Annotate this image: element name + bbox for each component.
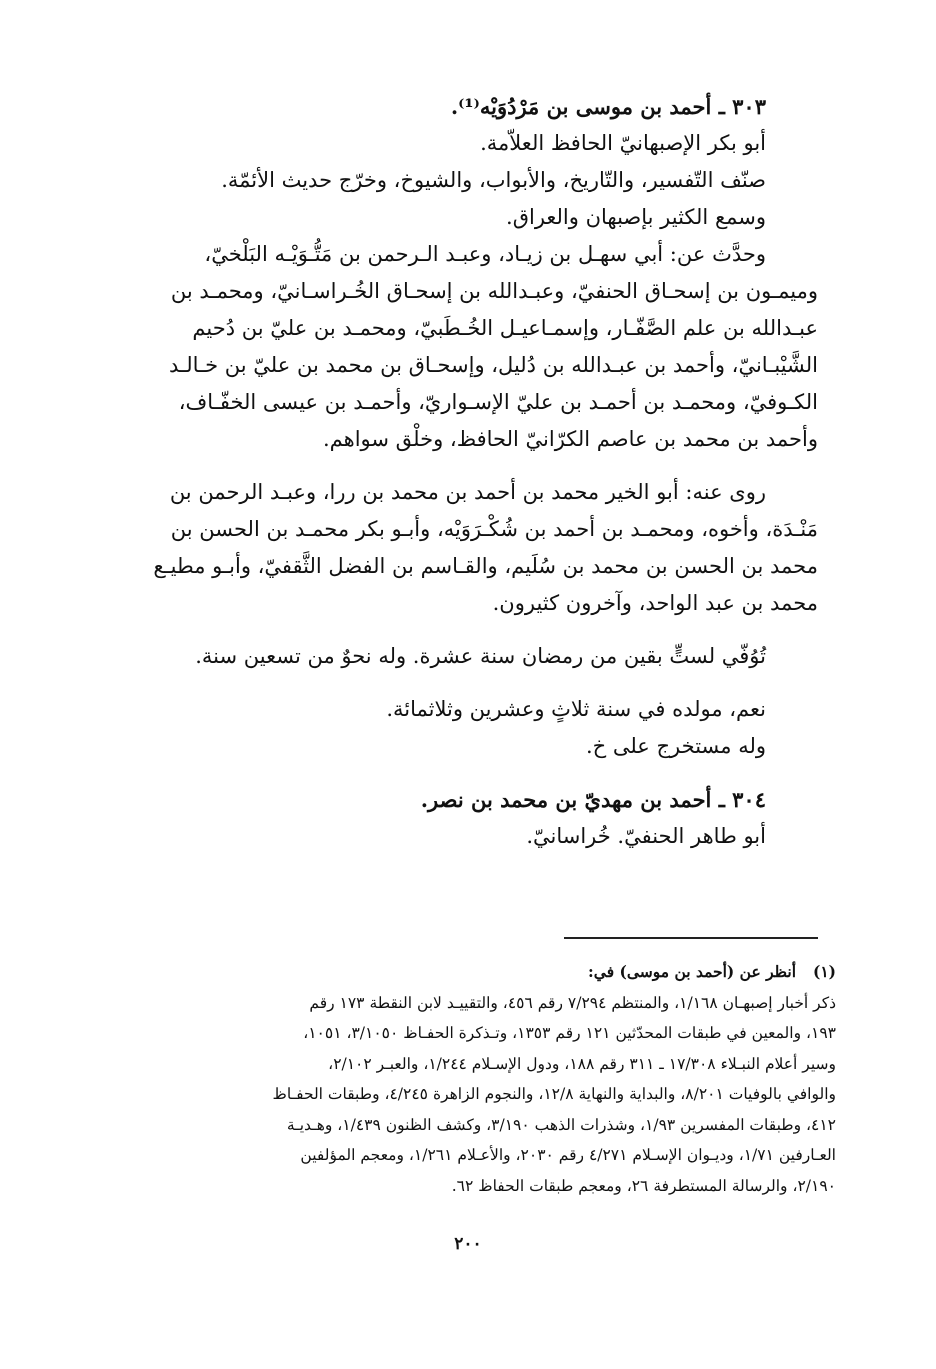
footnote-line-2: ١٩٣، والمعين في طبقات المحدّثين ١٢١ رقم ١٣٥٣، وتـذكرة الحفـاظ ٣/١٠٥٠، ١٠٥١، bbox=[303, 1024, 836, 1042]
teachers-line-5: الكـوفيّ، ومحمـد بن أحمـد بن عليّ الإسـواريّ، وأحمـد بن عيسى الخفّـاف، bbox=[178, 390, 818, 414]
footnotes bbox=[114, 957, 836, 1201]
students-line-3: محمد بن الحسن بن محمد بن سُلَيم، والقـاسم بن الفضل الثَّقفيّ، وأبـو مطيـع bbox=[153, 554, 818, 578]
paragraph-gap bbox=[118, 675, 818, 691]
students-line-2: مَنْـدَة، وأخوه، ومحمـد بن أحمد بن شُكْـرَوَيْه، وأبـو بكر محمـد بن الحسن بن bbox=[170, 517, 818, 541]
paragraph-gap bbox=[118, 622, 818, 638]
footnote-line-6: العـارفين ١/٧١، وديـوان الإسـلام ٤/٢٧١ رقم ٢٠٣٠، والأعـلام ١/٢٦١، ومعجم المؤلفين bbox=[300, 1146, 836, 1164]
footnote-divider bbox=[564, 937, 818, 939]
entry-303-line-3: وسمع الكثير بإصبهان والعراق. bbox=[506, 205, 766, 229]
teachers-line-2: وميمـون بن إسحـاق الحنفيّ، وعبـدالله بن إسحـاق الخُـراسـانيّ، ومحمـد بن bbox=[170, 279, 818, 303]
death-line: تُوُفّي لستٍّ بقين من رمضان سنة عشرة. وله نحوٌ من تسعين سنة. bbox=[195, 644, 766, 668]
footnote-line-5: ٤١٢، وطبقات المفسرين ١/٩٣، وشذرات الذهب ٣/١٩٠، وكشف الظنون ١/٤٣٩، وهـديـة bbox=[286, 1115, 836, 1134]
extract-line: وله مستخرج على خ. bbox=[585, 734, 766, 758]
footnote-line-1: ذكر أخبار إصبهـان ١/١٦٨، والمنتظم ٧/٢٩٤ رقم ٤٥٦، والتقييـد لابن النقطة ١٧٣ رقم bbox=[309, 993, 836, 1012]
footnote-heading: أنظر عن (أحمد بن موسى) في: bbox=[588, 962, 796, 981]
footnote-number: (١) bbox=[812, 962, 836, 981]
entry-303-line-1: أبو بكر الإصبهانيّ الحافظ العلاّمة. bbox=[480, 131, 766, 155]
entry-304-line: أبو طاهر الحنفيّ. خُراسانيّ. bbox=[526, 824, 766, 848]
birth-line: نعم، مولده في سنة ثلاثٍ وعشرين وثلاثمائة. bbox=[386, 697, 766, 721]
entry-304-title: ٣٠٤ ـ أحمد بن مهديّ بن محمد بن نصر. bbox=[420, 787, 766, 812]
entry-303-title: ٣٠٣ ـ أحمد بن موسى بن مَرْدُوَيْه⁽¹⁾. bbox=[450, 94, 766, 119]
footnote-line-7: ٢/١٩٠، والرسالة المستطرفة ٢٦، ومعجم طبقات الحفاظ ٦٢. bbox=[451, 1176, 836, 1195]
paragraph-gap bbox=[118, 765, 818, 781]
entry-303-line-2: صنّف التّفسير، والتّاريخ، والأبواب، والشيوخ، وخرّج حديث الأئمّة. bbox=[221, 168, 766, 192]
main-text bbox=[118, 88, 818, 855]
footnote-line-3: وسير أعلام النبـلاء ١٧/٣٠٨ ـ ٣١١ رقم ١٨٨، ودول الإسـلام ١/٢٤٤، والعبـر ٢/١٠٢، bbox=[328, 1054, 836, 1073]
teachers-line-4: الشَّيْبـانيّ، وأحمد بن عبـدالله بن دُليل، وإسحـاق بن محمد بن عليّ بن خـالـد bbox=[169, 353, 818, 377]
paragraph-gap bbox=[118, 458, 818, 474]
teachers-line-6: وأحمد بن محمد بن عاصم الكرّانيّ الحافظ، وخلْق سواهم. bbox=[322, 427, 818, 451]
teachers-line-3: عبـدالله بن علم الصَّفّـار، وإسمـاعيـل الخُـطَبيّ، ومحمـد بن عليّ بن دُحيم bbox=[192, 316, 818, 340]
teachers-line-1: وحدَّث عن: أبي سهـل بن زيـاد، وعبـد الـرحمن بن مَتُّـوَيْـه البَلْخيّ، bbox=[204, 242, 766, 266]
footnote-heading-line bbox=[114, 957, 836, 988]
students-line-4: محمد بن عبد الواحد، وآخرون كثيرون. bbox=[492, 591, 818, 615]
footnote-line-4: والوافي بالوفيات ٨/٢٠١، والبداية والنهاية ١٢/٨، والنجوم الزاهرة ٤/٢٤٥، وطبقات الحفـاظ bbox=[272, 1085, 836, 1103]
students-line-1: روى عنه: أبو الخير محمد بن أحمد بن محمد بن ررا، وعبـد الرحمن بن bbox=[169, 480, 766, 504]
page-number: ٢٠٠ bbox=[454, 1234, 482, 1254]
